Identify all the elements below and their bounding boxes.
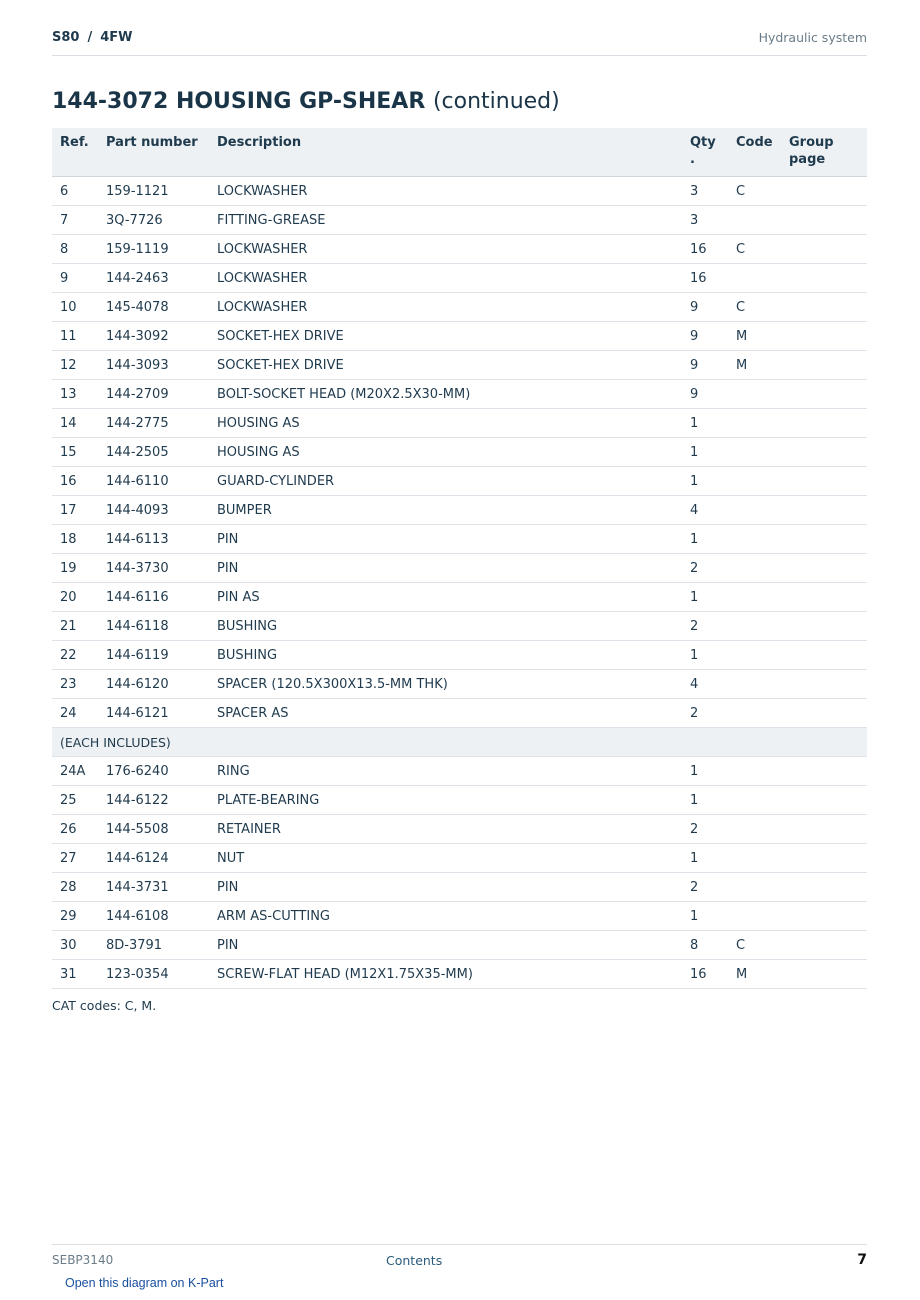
cell-description: SPACER (120.5X300X13.5-MM THK) <box>209 670 682 699</box>
cell-group-page <box>781 235 867 264</box>
cell-group-page <box>781 786 867 815</box>
cell-part-number: 3Q-7726 <box>98 206 209 235</box>
table-row <box>52 525 867 554</box>
cell-description: BUMPER <box>209 496 682 525</box>
cell-code <box>728 380 781 409</box>
cell-group-page <box>781 380 867 409</box>
cell-qty: 8 <box>682 931 728 960</box>
header-part-number: Part number <box>98 128 209 177</box>
cell-qty: 1 <box>682 786 728 815</box>
kpart-diagram-link[interactable]: Open this diagram on K-Part <box>65 1276 224 1290</box>
cell-part-number: 144-6110 <box>98 467 209 496</box>
cat-codes-note: CAT codes: C, M. <box>52 998 157 1013</box>
cell-description: RING <box>209 757 682 786</box>
table-row <box>52 177 867 206</box>
cell-group-page <box>781 351 867 380</box>
cell-part-number: 144-6118 <box>98 612 209 641</box>
cell-ref: 16 <box>52 467 98 496</box>
cell-part-number: 144-2505 <box>98 438 209 467</box>
table-row <box>52 844 867 873</box>
cell-description: PIN AS <box>209 583 682 612</box>
cell-code: M <box>728 351 781 380</box>
cell-code: C <box>728 931 781 960</box>
cell-code <box>728 844 781 873</box>
table-row <box>52 960 867 989</box>
table-row <box>52 873 867 902</box>
cell-code <box>728 438 781 467</box>
cell-code: M <box>728 322 781 351</box>
table-row <box>52 235 867 264</box>
cell-ref: 28 <box>52 873 98 902</box>
cell-code <box>728 525 781 554</box>
header-qty-line1: Qty <box>690 135 716 150</box>
cell-description: BOLT-SOCKET HEAD (M20X2.5X30-MM) <box>209 380 682 409</box>
cell-group-page <box>781 409 867 438</box>
cell-part-number: 145-4078 <box>98 293 209 322</box>
document-id: SEBP3140 <box>52 1253 114 1267</box>
cell-qty: 2 <box>682 699 728 728</box>
cell-part-number: 144-6108 <box>98 902 209 931</box>
cell-group-page <box>781 264 867 293</box>
cell-qty: 16 <box>682 235 728 264</box>
cell-qty: 1 <box>682 902 728 931</box>
table-row <box>52 409 867 438</box>
cell-description: HOUSING AS <box>209 438 682 467</box>
table-row <box>52 438 867 467</box>
cell-description: LOCKWASHER <box>209 177 682 206</box>
cell-description: HOUSING AS <box>209 409 682 438</box>
table-row <box>52 699 867 728</box>
cell-qty: 3 <box>682 206 728 235</box>
cell-qty: 4 <box>682 496 728 525</box>
cell-code <box>728 786 781 815</box>
cell-part-number: 144-2463 <box>98 264 209 293</box>
cell-part-number: 144-3731 <box>98 873 209 902</box>
table-row <box>52 293 867 322</box>
cell-qty: 1 <box>682 525 728 554</box>
cell-description: NUT <box>209 844 682 873</box>
cell-group-page <box>781 612 867 641</box>
cell-code <box>728 612 781 641</box>
cell-group-page <box>781 322 867 351</box>
table-row <box>52 380 867 409</box>
cell-group-page <box>781 873 867 902</box>
cell-code: C <box>728 177 781 206</box>
table-row <box>52 931 867 960</box>
cell-ref: 29 <box>52 902 98 931</box>
header-qty <box>682 128 728 177</box>
cell-qty: 4 <box>682 670 728 699</box>
cell-code <box>728 670 781 699</box>
cell-part-number: 159-1119 <box>98 235 209 264</box>
cell-ref: 17 <box>52 496 98 525</box>
cell-part-number: 176-6240 <box>98 757 209 786</box>
table-row <box>52 583 867 612</box>
cell-group-page <box>781 757 867 786</box>
table-row <box>52 467 867 496</box>
page-header <box>52 28 867 56</box>
cell-code <box>728 206 781 235</box>
section-name: Hydraulic system <box>758 30 867 45</box>
cell-qty: 1 <box>682 641 728 670</box>
cell-ref: 31 <box>52 960 98 989</box>
cell-ref: 6 <box>52 177 98 206</box>
cell-qty: 9 <box>682 322 728 351</box>
cell-group-page <box>781 670 867 699</box>
table-header-row <box>52 128 867 177</box>
cell-code <box>728 583 781 612</box>
cell-ref: 13 <box>52 380 98 409</box>
table-row <box>52 496 867 525</box>
cell-part-number: 144-4093 <box>98 496 209 525</box>
cell-part-number: 144-3093 <box>98 351 209 380</box>
cell-group-page <box>781 496 867 525</box>
cell-part-number: 144-2709 <box>98 380 209 409</box>
table-row <box>52 322 867 351</box>
cell-group-page <box>781 844 867 873</box>
cell-part-number: 144-2775 <box>98 409 209 438</box>
header-group-line1: Group <box>789 135 834 150</box>
cell-note: (EACH INCLUDES) <box>52 728 867 757</box>
table-row <box>52 757 867 786</box>
title-suffix: (continued) <box>432 89 560 114</box>
cell-part-number: 144-6120 <box>98 670 209 699</box>
cell-part-number: 144-6113 <box>98 525 209 554</box>
cell-ref: 21 <box>52 612 98 641</box>
cell-ref: 26 <box>52 815 98 844</box>
cell-qty: 1 <box>682 409 728 438</box>
cell-code <box>728 409 781 438</box>
cell-qty: 2 <box>682 815 728 844</box>
cell-part-number: 144-3092 <box>98 322 209 351</box>
parts-table <box>52 128 867 989</box>
serial-prefix: 4FW <box>100 30 133 45</box>
model-separator: / <box>87 30 93 45</box>
cell-part-number: 123-0354 <box>98 960 209 989</box>
cell-group-page <box>781 554 867 583</box>
cell-description: LOCKWASHER <box>209 264 682 293</box>
header-qty-line2: . <box>690 152 695 167</box>
cell-description: SOCKET-HEX DRIVE <box>209 351 682 380</box>
cell-description: PIN <box>209 931 682 960</box>
cell-code <box>728 641 781 670</box>
cell-group-page <box>781 931 867 960</box>
cell-qty: 2 <box>682 873 728 902</box>
cell-description: PLATE-BEARING <box>209 786 682 815</box>
cell-ref: 25 <box>52 786 98 815</box>
cell-ref: 30 <box>52 931 98 960</box>
page-title <box>52 89 560 114</box>
table-row <box>52 351 867 380</box>
cell-part-number: 144-6122 <box>98 786 209 815</box>
header-group-line2: page <box>789 152 826 167</box>
cell-description: PIN <box>209 554 682 583</box>
cell-qty: 16 <box>682 960 728 989</box>
header-code: Code <box>728 128 781 177</box>
cell-group-page <box>781 438 867 467</box>
cell-part-number: 144-3730 <box>98 554 209 583</box>
cell-qty: 9 <box>682 380 728 409</box>
table-row <box>52 264 867 293</box>
cell-qty: 3 <box>682 177 728 206</box>
cell-code <box>728 873 781 902</box>
cell-ref: 27 <box>52 844 98 873</box>
cell-ref: 9 <box>52 264 98 293</box>
cell-code: C <box>728 293 781 322</box>
cell-description: BUSHING <box>209 641 682 670</box>
cell-group-page <box>781 467 867 496</box>
cell-code <box>728 264 781 293</box>
cell-ref: 14 <box>52 409 98 438</box>
cell-group-page <box>781 293 867 322</box>
table-row <box>52 786 867 815</box>
cell-part-number: 144-6121 <box>98 699 209 728</box>
cell-group-page <box>781 525 867 554</box>
cell-code <box>728 902 781 931</box>
table-note-row <box>52 728 867 757</box>
cell-ref: 19 <box>52 554 98 583</box>
cell-ref: 8 <box>52 235 98 264</box>
table-row <box>52 902 867 931</box>
cell-qty: 16 <box>682 264 728 293</box>
table-row <box>52 612 867 641</box>
table-row <box>52 670 867 699</box>
cell-qty: 9 <box>682 293 728 322</box>
cell-description: PIN <box>209 873 682 902</box>
cell-code <box>728 467 781 496</box>
table-row <box>52 815 867 844</box>
cell-group-page <box>781 641 867 670</box>
title-main: 144-3072 HOUSING GP-SHEAR <box>52 89 426 114</box>
cell-description: SCREW-FLAT HEAD (M12X1.75X35-MM) <box>209 960 682 989</box>
cell-description: LOCKWASHER <box>209 235 682 264</box>
cell-code: C <box>728 235 781 264</box>
cell-group-page <box>781 960 867 989</box>
cell-description: LOCKWASHER <box>209 293 682 322</box>
table-row <box>52 554 867 583</box>
header-group-page <box>781 128 867 177</box>
cell-code <box>728 554 781 583</box>
contents-link[interactable]: Contents <box>386 1253 443 1268</box>
page-number: 7 <box>857 1252 867 1268</box>
cell-ref: 11 <box>52 322 98 351</box>
cell-part-number: 8D-3791 <box>98 931 209 960</box>
cell-ref: 18 <box>52 525 98 554</box>
cell-code <box>728 815 781 844</box>
cell-group-page <box>781 699 867 728</box>
cell-code <box>728 496 781 525</box>
table-row <box>52 641 867 670</box>
cell-description: RETAINER <box>209 815 682 844</box>
cell-ref: 12 <box>52 351 98 380</box>
cell-group-page <box>781 815 867 844</box>
cell-qty: 1 <box>682 844 728 873</box>
cell-group-page <box>781 902 867 931</box>
cell-group-page <box>781 177 867 206</box>
cell-group-page <box>781 583 867 612</box>
header-ref: Ref. <box>52 128 98 177</box>
cell-qty: 2 <box>682 554 728 583</box>
cell-qty: 1 <box>682 583 728 612</box>
cell-part-number: 144-6116 <box>98 583 209 612</box>
parts-table-body <box>52 177 867 989</box>
cell-ref: 20 <box>52 583 98 612</box>
cell-qty: 1 <box>682 438 728 467</box>
cell-qty: 2 <box>682 612 728 641</box>
cell-ref: 10 <box>52 293 98 322</box>
cell-description: FITTING-GREASE <box>209 206 682 235</box>
cell-ref: 15 <box>52 438 98 467</box>
cell-qty: 9 <box>682 351 728 380</box>
cell-part-number: 159-1121 <box>98 177 209 206</box>
cell-description: PIN <box>209 525 682 554</box>
cell-code <box>728 699 781 728</box>
cell-ref: 22 <box>52 641 98 670</box>
cell-group-page <box>781 206 867 235</box>
cell-description: SPACER AS <box>209 699 682 728</box>
cell-description: GUARD-CYLINDER <box>209 467 682 496</box>
cell-ref: 7 <box>52 206 98 235</box>
cell-qty: 1 <box>682 467 728 496</box>
cell-ref: 24 <box>52 699 98 728</box>
cell-part-number: 144-6119 <box>98 641 209 670</box>
table-row <box>52 206 867 235</box>
model-name: S80 <box>52 30 80 45</box>
cell-code <box>728 757 781 786</box>
cell-description: SOCKET-HEX DRIVE <box>209 322 682 351</box>
cell-part-number: 144-6124 <box>98 844 209 873</box>
model-serial <box>52 30 132 45</box>
cell-ref: 24A <box>52 757 98 786</box>
page-footer <box>52 1244 867 1274</box>
cell-description: ARM AS-CUTTING <box>209 902 682 931</box>
cell-description: BUSHING <box>209 612 682 641</box>
header-description: Description <box>209 128 682 177</box>
cell-ref: 23 <box>52 670 98 699</box>
cell-qty: 1 <box>682 757 728 786</box>
cell-code: M <box>728 960 781 989</box>
cell-part-number: 144-5508 <box>98 815 209 844</box>
